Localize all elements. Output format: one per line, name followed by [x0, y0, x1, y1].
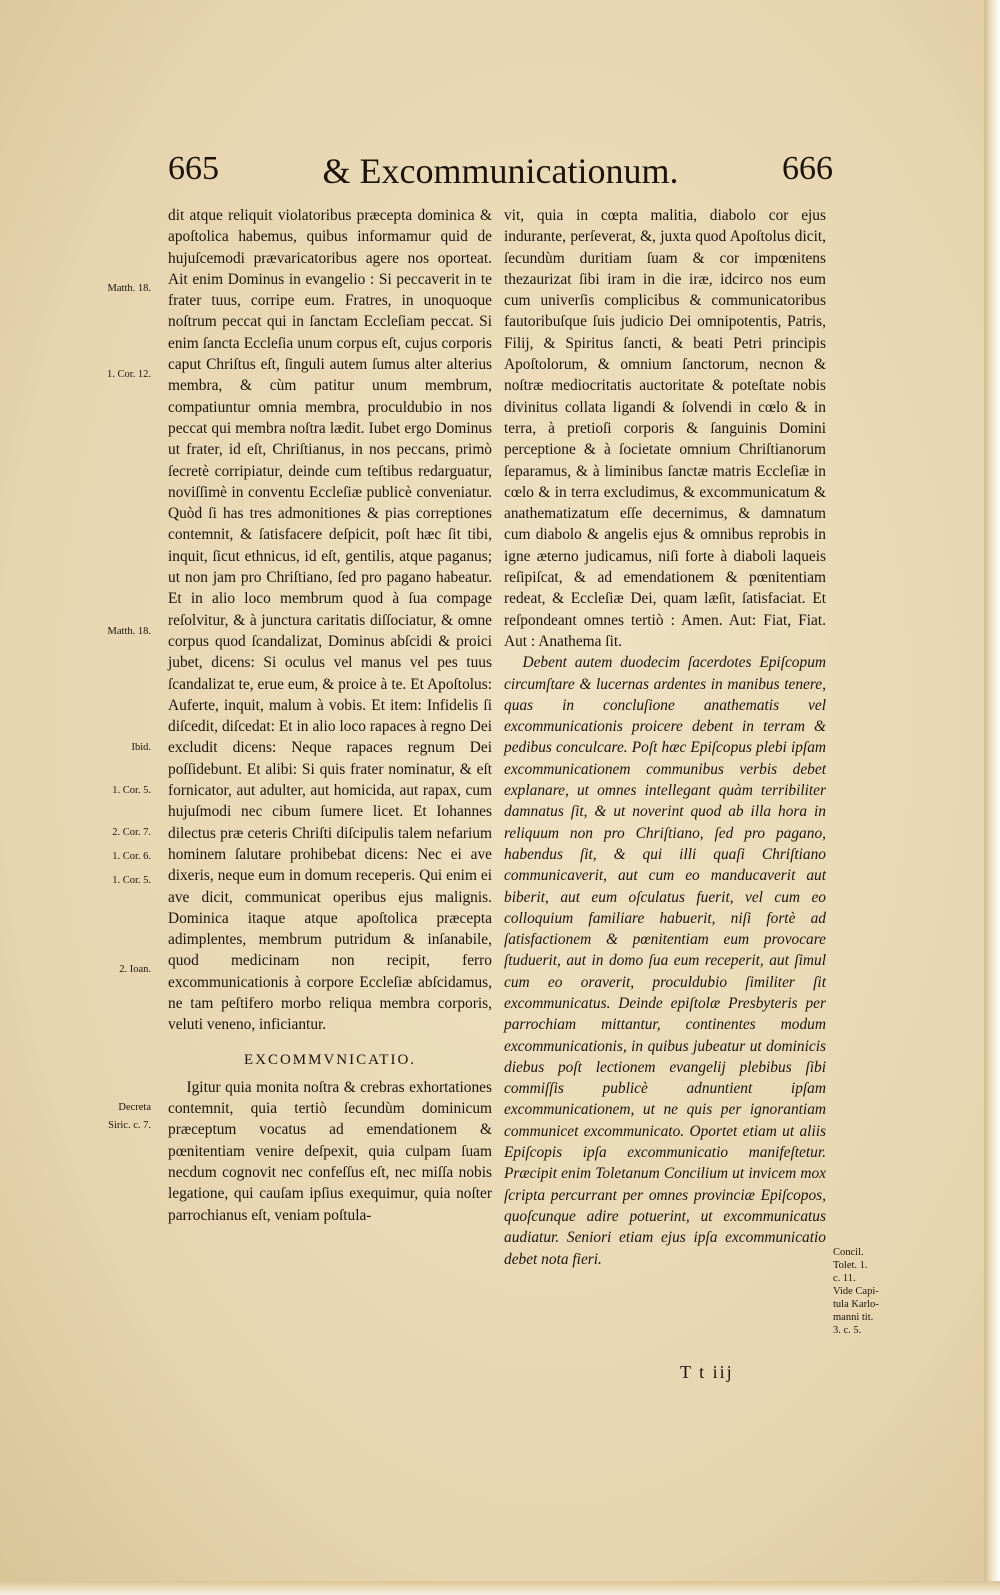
- margin-note: 1. Cor. 5.: [112, 875, 151, 886]
- margin-note: 3. c. 5.: [833, 1325, 862, 1336]
- page-bottom-edge: [0, 1581, 1000, 1595]
- margin-note: Decreta: [118, 1102, 151, 1113]
- margin-note: Siric. c. 7.: [108, 1120, 151, 1131]
- left-paragraph-1: dit atque reliquit violatoribus præcepta dominica & apoſtolica habemus, quibus informamur quid de hujuſcemodi prævaricatoribus agere nos oporteat. Ait enim Dominus in evangelio : Si peccaverit in te frater tuus, corripe eum. Fratres, in unoquoque noſtrum peccat qui in ſanctam Eccleſiam peccat. Si enim ſancta Eccleſia unum corpus eſt, cujus corporis caput Chriſtus eſt, ſinguli autem ſumus alter alterius membra, & cùm patitur unum membrum, compatiuntur omnia membra, proculdubio in nos peccat qui membra noſtra lædit. Iubet ergo Dominus ut frater, id eſt, Chriſtianus, in nos peccans, primò ſecretè corripiatur, deinde cum teſtibus redarguatur, noviſſimè in conventu Eccleſiæ publicè conveniatur. Quòd ſi has tres admonitiones & pias correptiones contemnit, & ſatisfacere deſpicit, poſt hæc ſit tibi, inquit, ſicut ethnicus, id eſt, gentilis, atque paganus; ut non jam pro Chriſtiano, ſed pro pagano habeatur. Et in alio loco membrum quod à ſua compage reſolvitur, & à junctura caritatis diſſociatur, & omne corpus quod ſcandalizat, Dominus abſcidi & proici jubet, dicens: Si oculus vel manus vel pes tuus ſcandalizat te, erue eum, & proice à te. Et Apoſtolus: Auferte, inquit, malum à vobis. Et item: Infidelis ſi diſcedit, diſcedat: Et in alio loco rapaces à regno Dei excludit dicens: Neque rapaces regnum Dei poſſidebunt. Et alibi: Si quis frater nominatur, & eſt fornicator, aut adulter, aut homicida, aut rapax, cum hujuſmodi nec cibum ſumere licet. Et Iohannes dilectus præ ceteris Chriſti diſcipulis talem nefarium hominem ſalutare prohibebat dicens: Nec ei ave dixeris, neque eum in domum receperis. Qui enim ei ave dicit, communicat operibus ejus malignis. Dominica itaque atque apoſtolica præcepta adimplentes, membrum putridum & inſanabile, quod medicinam non recipit, ferro excommunicationis à corpore Eccleſiæ abſcidamus, ne tam peſtifero morbo reliqua membra corporis, veluti veneno, inficiantur.: [168, 207, 492, 1034]
- margin-note: Tolet. 1.: [833, 1260, 868, 1271]
- running-header: [168, 150, 833, 198]
- margin-note: Concil.: [833, 1247, 864, 1258]
- margin-note: Vide Capi-: [833, 1286, 879, 1297]
- margin-note: manni tit.: [833, 1312, 874, 1323]
- left-paragraph-2: Igitur quia monita noſtra & crebras exhortationes contemnit, quia tertiò ſecundùm dominicum præceptum vocatus ad emendationem & pœnitentiam venire deſpexit, quia culpam ſuam necdum cognovit nec confeſſus eſt, nec miſſa nobis legatione, qui cauſam ipſius exequimur, quia noſter parrochianus eſt, veniam poſtula-: [168, 1078, 492, 1224]
- right-paragraph-1: vit, quia in cœpta malitia, diabolo cor ejus indurante, perſeverat, &, juxta quod Apoſtolus dicit, ſecundùm duritiam ſuam & cor impœnitens thezaurizat ſibi iram in die iræ, idcirco nos eum cum univerſis complicibus & communicatoribus fautoribuſque ſuis judicio Dei omnipotentis, Patris, Filij, & Spiritus ſancti, & beati Petri principis Apoſtolorum, & omnium ſanctorum, necnon & noſtræ mediocritatis auctoritate & poteſtate nobis divinitus collata ligandi & ſolvendi in cœlo & in terra, à pretioſi corporis & ſanguinis Domini perceptione & à ſocietate omnium Chriſtianorum ſeparamus, & à liminibus ſanctæ matris Eccleſiæ in cœlo & in terra excludimus, & excommunicatum & anathematizatum eſſe decernimus, & damnatum cum diabolo & angelis ejus & omnibus reprobis in igne æterno judicamus, niſi forte à diaboli laqueis reſipiſcat, & ad emendationem & pœnitentiam redeat, & Eccleſiæ Dei, quam læſit, ſatisfaciat. Et reſpondeant omnes tertiò : Amen. Aut: Fiat, Fiat. Aut : Anathema ſit.: [504, 207, 826, 650]
- margin-note: c. 11.: [833, 1273, 856, 1284]
- margin-note: 1. Cor. 6.: [112, 851, 151, 862]
- running-title: & Excommunicationum.: [322, 151, 679, 191]
- left-column: [168, 205, 492, 1226]
- page-edge: [984, 0, 1000, 1595]
- margin-note: tula Karlo-: [833, 1299, 879, 1310]
- margin-note: Matth. 18.: [107, 626, 151, 637]
- signature-mark: T t iij: [680, 1362, 734, 1382]
- margin-note: Matth. 18.: [107, 283, 151, 294]
- margin-note: 2. Ioan.: [119, 964, 151, 975]
- right-paragraph-2: Debent autem duodecim ſacerdotes Epiſcopum circumſtare & lucernas ardentes in manibus tenere, quas in concluſione anathematis vel excommunicationis proicere debent in terram & pedibus conculcare. Poſt hæc Epiſcopus plebi ipſam excommunicationem communibus verbis debet explanare, ut omnes intellegant quàm terribiliter damnatus ſit, & ut noverint quod ab illa hora in reliquum non pro Chriſtiano, ſed pro pagano, habendus ſit, & qui illi quaſi Chriſtiano communicaverit, aut cum eo manducaverit aut biberit, aut eum oſculatus fuerit, vel cum eo colloquium familiare habuerit, niſi fortè ad ſatisfactionem & pœnitentiam eum provocare ſtuduerit, aut in domo ſua eum receperit, aut ſimul cum eo oraverit, proculdubio ſimiliter ſit excommunicatus. Deinde epiſtolæ Presbyteris per parrochiam mittantur, continentes modum excommunicationis, in quibus jubeatur ut dominicis diebus poſt lectionem evangelij plebibus ſibi commiſſis publicè adnuntient ipſam excommunicationem, ut ne quis per ignorantiam communicet excommunicato. Oportet etiam ut aliis Epiſcopis ipſa excommunicatio manifeſtetur. Præcipit enim Toletanum Concilium ut invicem mox ſcripta percurrant per omnes provinciæ Epiſcopos, quoſcunque adire potuerint, ut excommunicatus audiatur. Seniori etiam ejus ipſa excommunicatio debet nota fieri.: [504, 654, 826, 1268]
- page-number-right: 666: [782, 150, 833, 187]
- margin-note: Ibid.: [131, 742, 151, 753]
- margin-note: 1. Cor. 12.: [106, 369, 151, 380]
- right-column: [504, 205, 826, 1270]
- margin-note: 2. Cor. 7.: [112, 827, 151, 838]
- margin-note: 1. Cor. 5.: [112, 785, 151, 796]
- section-heading: EXCOMMVNICATIO.: [243, 1051, 417, 1068]
- page-number-left: 665: [168, 150, 219, 187]
